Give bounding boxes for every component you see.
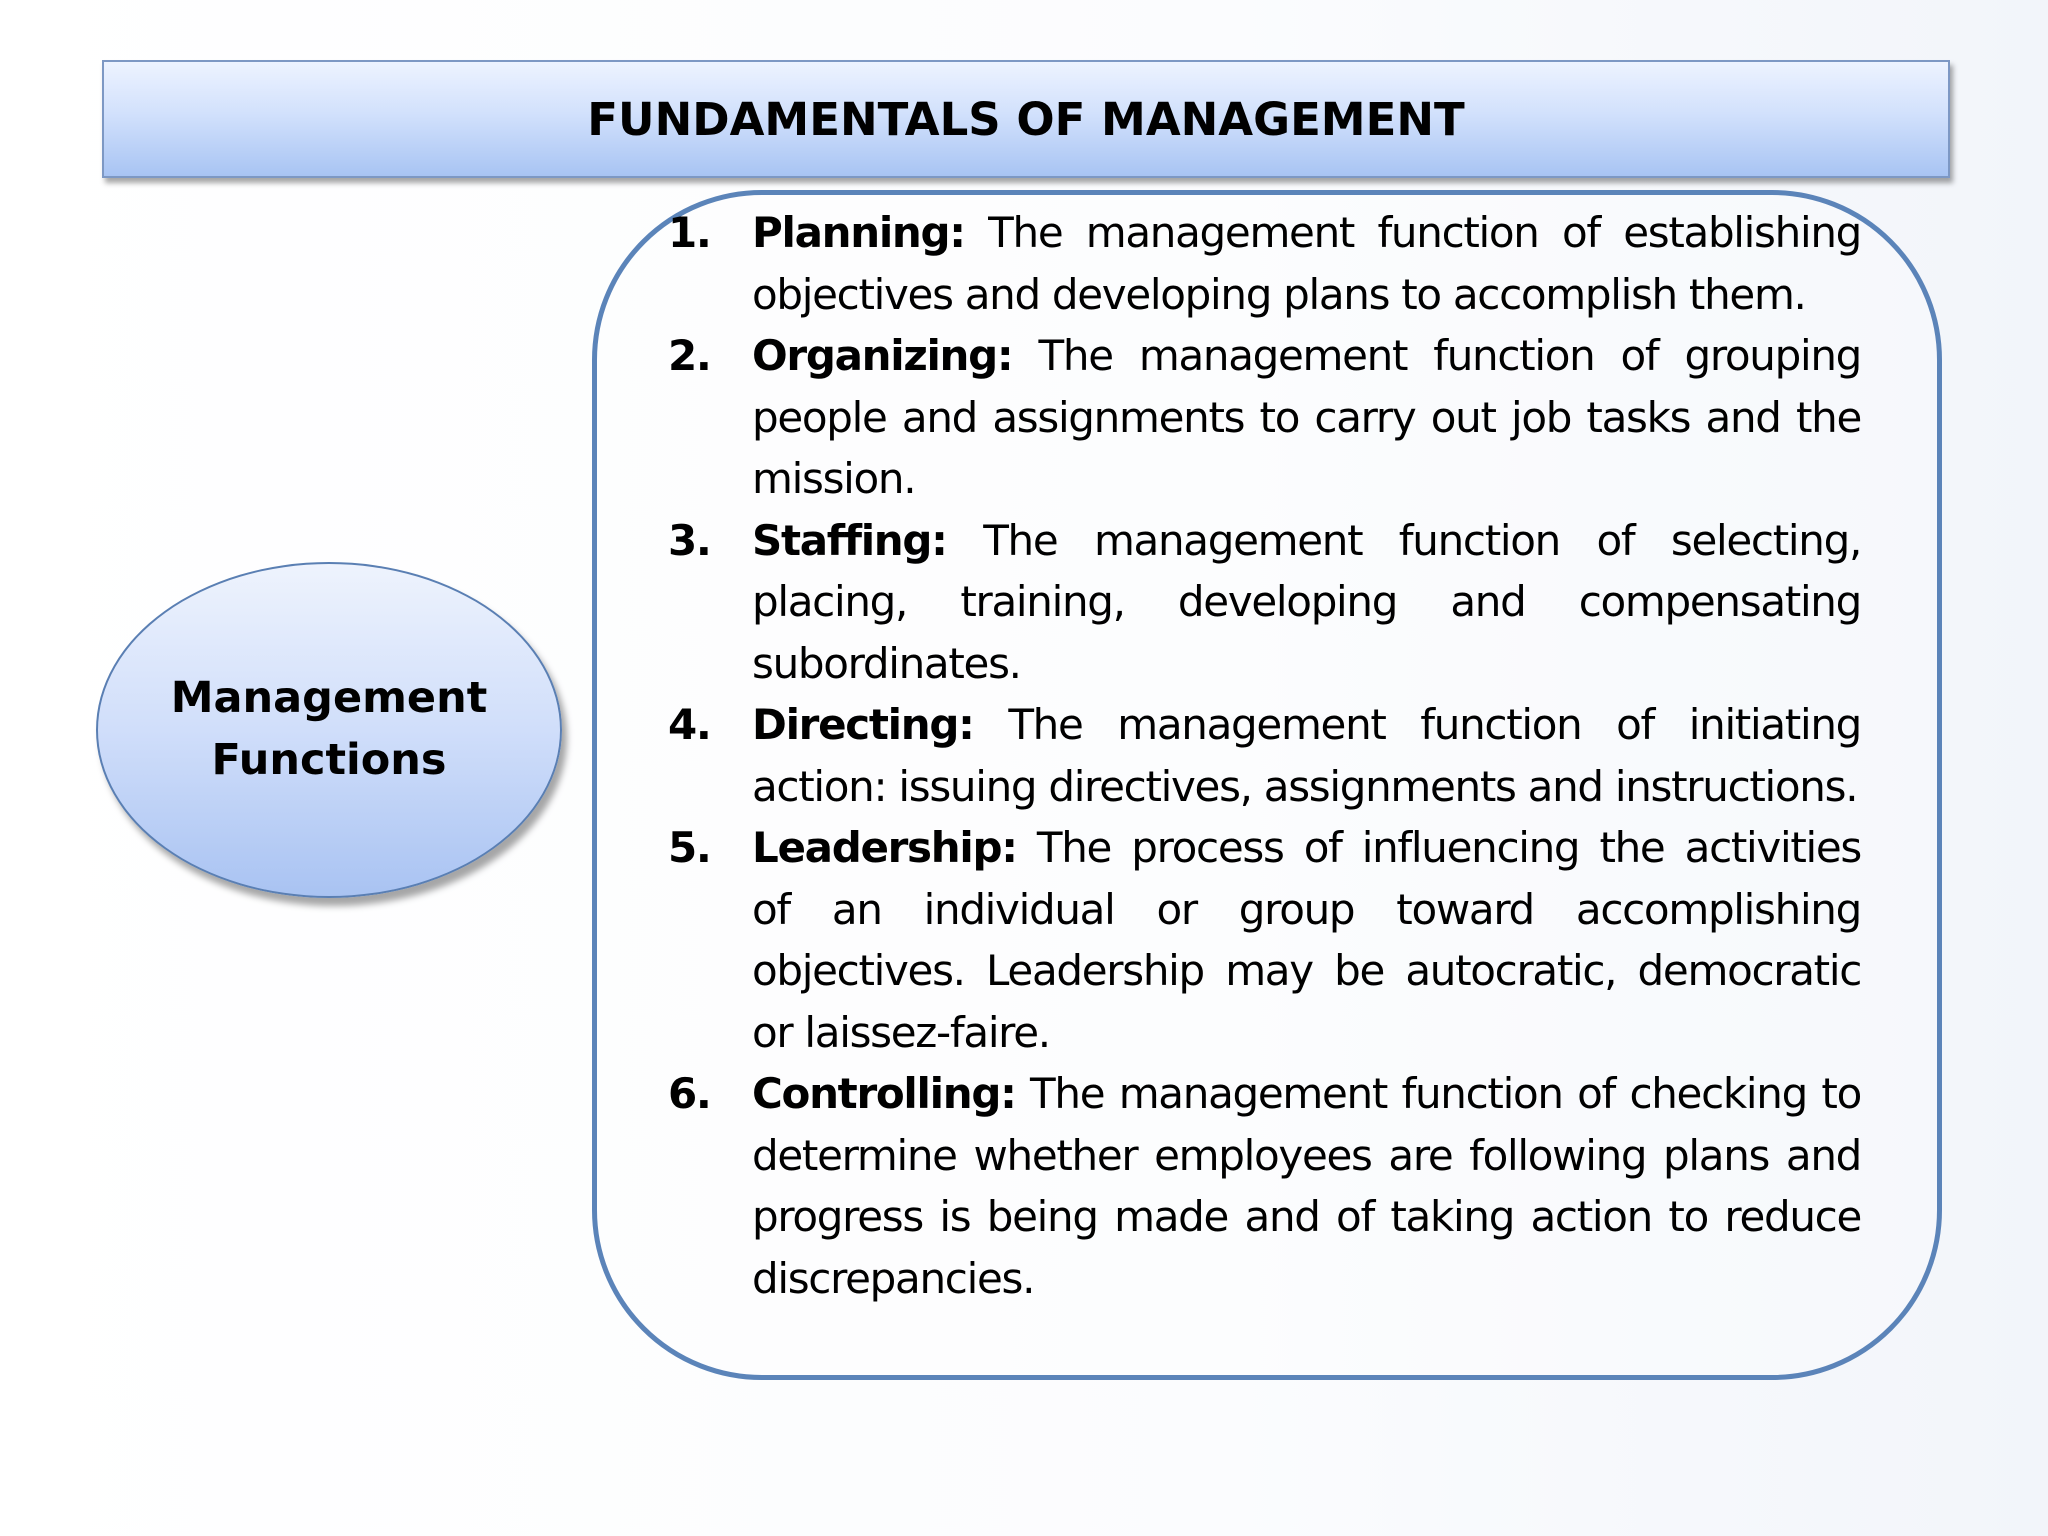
function-term: Controlling: bbox=[752, 1069, 1016, 1118]
function-number: 1. bbox=[668, 208, 711, 257]
function-description: The management function of checking to determine whether employees are following plans and progress is being made and of taking action to reduce discrepancies. bbox=[752, 1069, 1861, 1303]
function-number: 2. bbox=[668, 331, 711, 380]
management-functions-oval bbox=[96, 562, 562, 898]
function-item-leadership bbox=[668, 817, 1861, 1063]
function-item-staffing bbox=[668, 510, 1861, 695]
function-term: Directing: bbox=[752, 700, 974, 749]
function-number: 5. bbox=[668, 823, 711, 872]
title-banner bbox=[102, 60, 1950, 178]
function-item-organizing bbox=[668, 325, 1861, 510]
function-description: The management function of grouping people and assignments to carry out job tasks and the mission. bbox=[752, 331, 1861, 503]
function-number: 6. bbox=[668, 1069, 711, 1118]
function-term: Organizing: bbox=[752, 331, 1013, 380]
function-item-directing bbox=[668, 694, 1861, 817]
function-term: Leadership: bbox=[752, 823, 1017, 872]
function-item-planning bbox=[668, 202, 1861, 325]
function-number: 3. bbox=[668, 515, 711, 565]
function-number: 4. bbox=[668, 700, 711, 749]
function-description: The management function of initiating action: issuing directives, assignments and instructions. bbox=[752, 700, 1861, 811]
function-description: The management function of establishing objectives and developing plans to accomplish them. bbox=[752, 208, 1861, 319]
slide-title: FUNDAMENTALS OF MANAGEMENT bbox=[587, 92, 1465, 146]
function-item-controlling bbox=[668, 1063, 1861, 1309]
function-description: The process of influencing the activities of an individual or group toward accomplishing objectives. Leadership may be autocratic, democratic or laissez-faire. bbox=[752, 823, 1861, 1057]
function-term: Planning: bbox=[752, 208, 965, 257]
function-term: Staffing: bbox=[752, 515, 947, 565]
oval-label: Management Functions bbox=[170, 673, 488, 785]
function-description: The management function of selecting, placing, training, developing and compensating subordinates. bbox=[752, 515, 1861, 688]
functions-list bbox=[668, 202, 1861, 1309]
